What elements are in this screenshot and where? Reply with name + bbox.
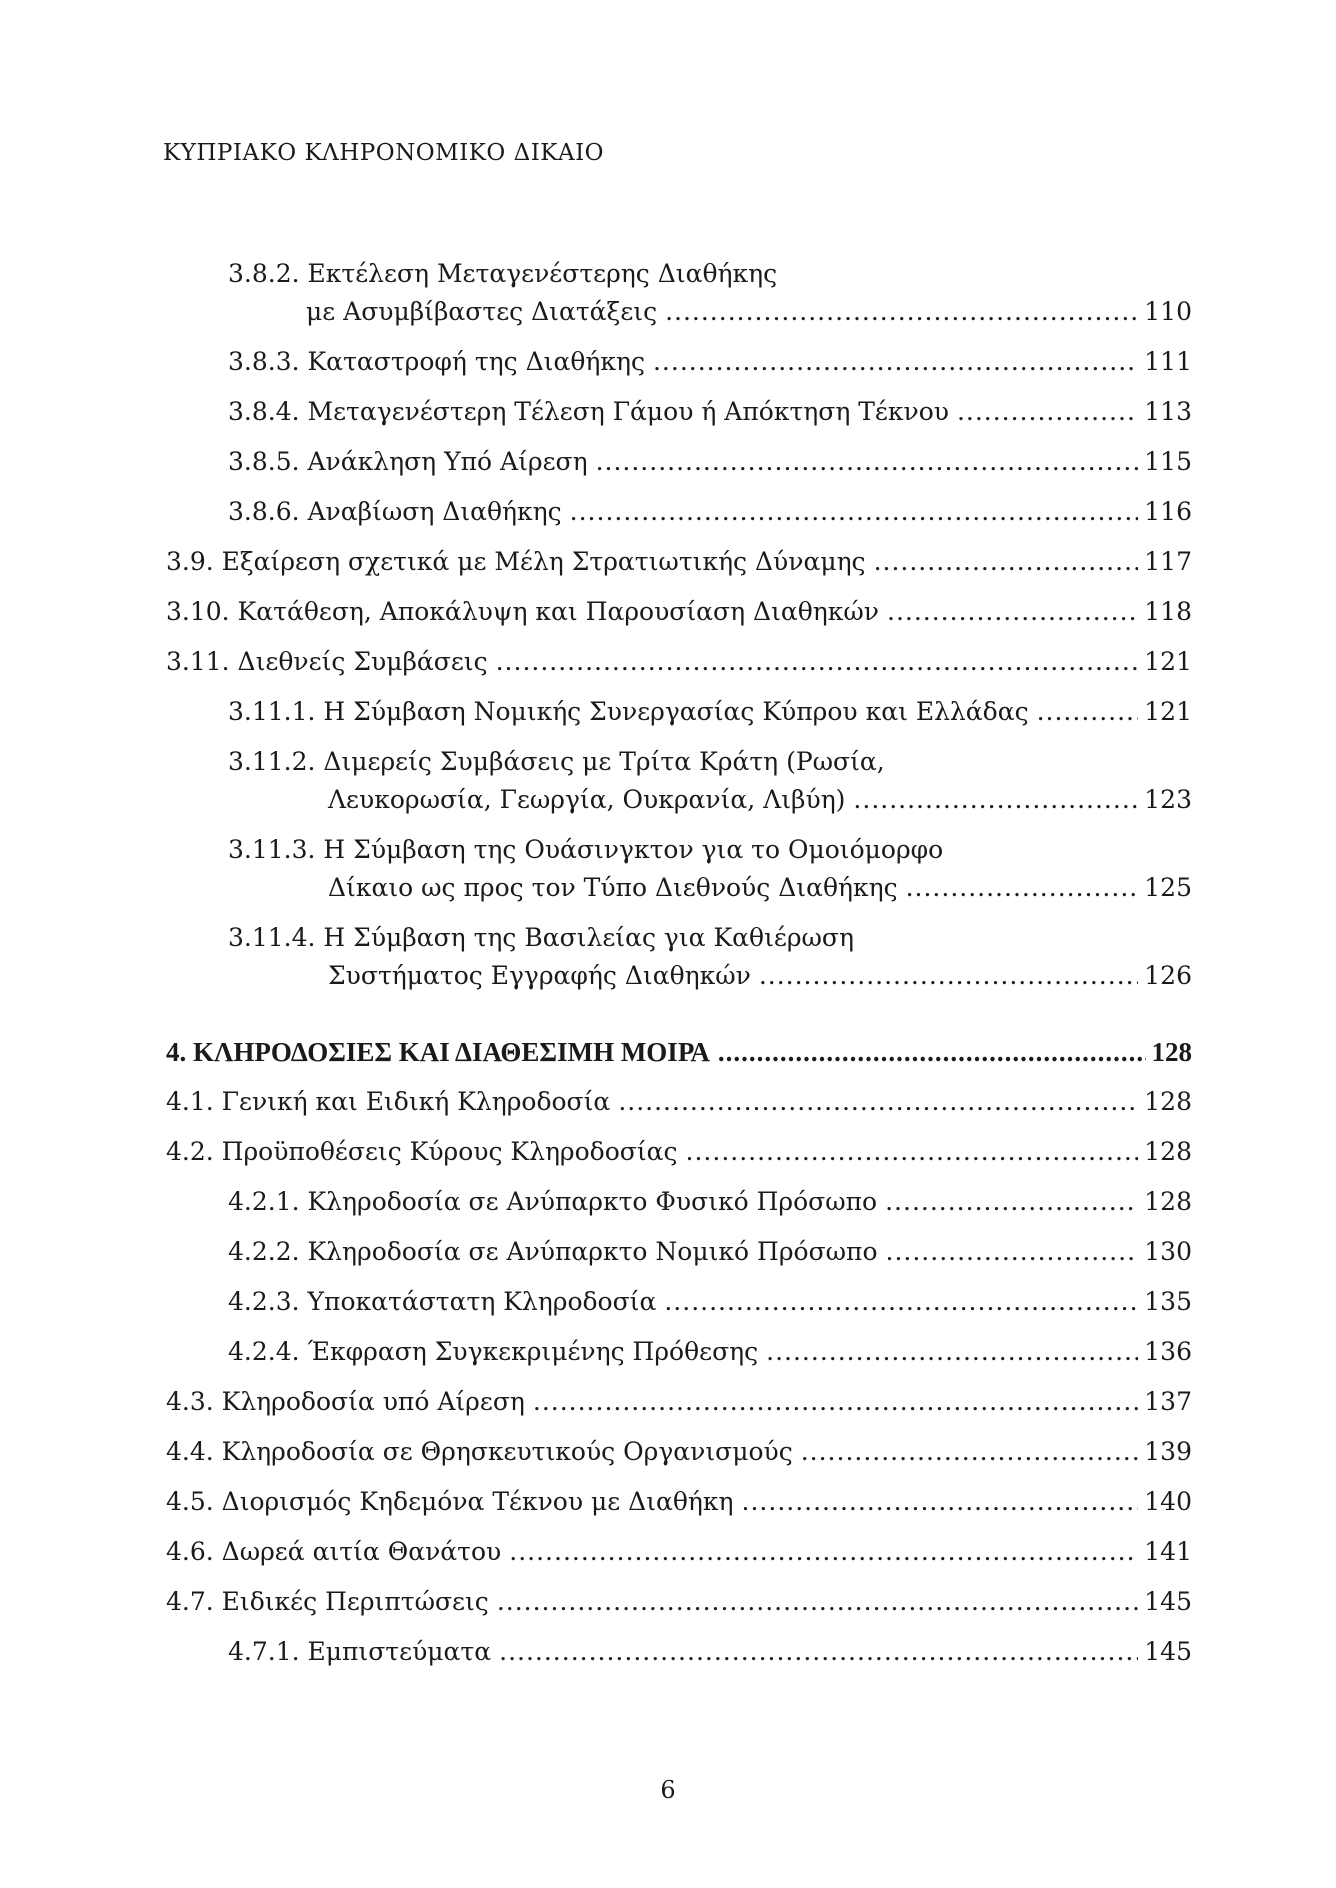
- toc-entry-title-line: 3.10. Κατάθεση, Αποκάλυψη και Παρουσίαση Διαθηκών: [166, 597, 879, 626]
- toc-entry-page-number: 125: [1144, 873, 1192, 902]
- toc-entry-title-line: 3.11.1. Η Σύμβαση Νομικής Συνεργασίας Κύπρου και Ελλάδας: [228, 697, 1029, 726]
- toc-entry[interactable]: [166, 1383, 1192, 1421]
- toc-entry-title-line: 4.1. Γενική και Ειδική Κληροδοσία: [166, 1087, 611, 1116]
- toc-entry-title-line: Λευκορωσία, Γεωργία, Ουκρανία, Λιβύη): [328, 785, 846, 814]
- toc-entry-page-number: 136: [1144, 1337, 1192, 1366]
- dot-leader: [533, 1383, 1138, 1421]
- toc-entry-page-number: 121: [1144, 647, 1192, 676]
- dot-leader: [853, 781, 1138, 819]
- dot-leader: [509, 1533, 1138, 1571]
- toc-entry-title-line: Δίκαιο ως προς τον Τύπο Διεθνούς Διαθήκης: [328, 873, 898, 902]
- toc-entry-page-number: 140: [1144, 1487, 1192, 1516]
- dot-leader: [742, 1483, 1139, 1521]
- toc-entry-title-line: 3.11.2. Διμερείς Συμβάσεις με Τρίτα Κράτη (Ρωσία,: [228, 747, 885, 776]
- toc-entry-title-line: 3.8.2. Εκτέλεση Μεταγενέστερης Διαθήκης: [228, 259, 778, 288]
- toc-entry-page-number: 130: [1144, 1237, 1192, 1266]
- dot-leader: [496, 643, 1139, 681]
- toc-entry-title-line: 3.9. Εξαίρεση σχετικά με Μέλη Στρατιωτικής Δύναμης: [166, 547, 866, 576]
- dot-leader: [885, 1183, 1138, 1221]
- toc-entry-page-number: 115: [1144, 447, 1192, 476]
- toc-entry-title-line: 4.2.3. Υποκατάστατη Κληροδοσία: [228, 1287, 657, 1316]
- toc-entry-page-number: 110: [1144, 297, 1192, 326]
- toc-entry-page-number: 128: [1144, 1137, 1192, 1166]
- toc-entry-title-line: 4.2.2. Κληροδοσία σε Ανύπαρκτο Νομικό Πρόσωπο: [228, 1237, 878, 1266]
- toc-entry-page-number: 141: [1144, 1537, 1192, 1566]
- toc-entry[interactable]: [166, 831, 1192, 907]
- toc-entry-page-number: 128: [1151, 1037, 1192, 1067]
- dot-leader: [887, 593, 1138, 631]
- dot-leader: [664, 1283, 1138, 1321]
- dot-leader: [886, 1233, 1139, 1271]
- table-of-contents: [166, 255, 1192, 1683]
- toc-entry-page-number: 139: [1144, 1437, 1192, 1466]
- toc-entry-title-line: με Ασυμβίβαστες Διατάξεις: [306, 297, 658, 326]
- toc-entry-page-number: 123: [1144, 785, 1192, 814]
- dot-leader: [906, 869, 1139, 907]
- toc-entry[interactable]: [166, 1633, 1192, 1671]
- toc-entry[interactable]: [166, 255, 1192, 331]
- toc-entry-page-number: 137: [1144, 1387, 1192, 1416]
- toc-entry[interactable]: [166, 393, 1192, 431]
- dot-leader: [766, 1333, 1138, 1371]
- toc-entry-title-line: 4.7.1. Εμπιστεύματα: [228, 1637, 492, 1666]
- toc-entry-title-line: 4.5. Διορισμός Κηδεμόνα Τέκνου με Διαθήκη: [166, 1487, 734, 1516]
- toc-entry-page-number: 113: [1144, 397, 1192, 426]
- toc-entry[interactable]: [166, 1283, 1192, 1321]
- toc-entry[interactable]: [166, 1433, 1192, 1471]
- toc-entry-page-number: 118: [1144, 597, 1192, 626]
- dot-leader: [665, 293, 1138, 331]
- toc-entry-title-line: 4.2.1. Κληροδοσία σε Ανύπαρκτο Φυσικό Πρόσωπο: [228, 1187, 878, 1216]
- toc-entry-title-line: 3.11.4. Η Σύμβαση της Βασιλείας για Καθιέρωση: [228, 923, 854, 952]
- dot-leader: [499, 1633, 1138, 1671]
- toc-entry[interactable]: [166, 1583, 1192, 1621]
- toc-entry-title-line: 4.2. Προϋποθέσεις Κύρους Κληροδοσίας: [166, 1137, 678, 1166]
- toc-entry[interactable]: [166, 1083, 1192, 1121]
- dot-leader: [718, 1033, 1146, 1071]
- toc-entry-page-number: 145: [1144, 1587, 1192, 1616]
- dot-leader: [570, 493, 1139, 531]
- toc-entry-title-line: 3.8.6. Αναβίωση Διαθήκης: [228, 497, 562, 526]
- toc-entry-title-line: 4.2.4. Έκφραση Συγκεκριμένης Πρόθεσης: [228, 1337, 759, 1366]
- dot-leader: [497, 1583, 1138, 1621]
- toc-entry-page-number: 126: [1144, 961, 1192, 990]
- toc-entry-title-line: 3.8.5. Ανάκληση Υπό Αίρεση: [228, 447, 588, 476]
- dot-leader: [618, 1083, 1138, 1121]
- toc-chapter-entry[interactable]: [166, 1033, 1192, 1071]
- toc-entry[interactable]: [166, 543, 1192, 581]
- toc-entry-title-line: 3.11.3. Η Σύμβαση της Ουάσινγκτον για το Ομοιόμορφο: [228, 835, 944, 864]
- toc-entry-page-number: 111: [1144, 347, 1192, 376]
- toc-entry-page-number: 121: [1144, 697, 1192, 726]
- toc-entry[interactable]: [166, 1183, 1192, 1221]
- toc-entry[interactable]: [166, 1233, 1192, 1271]
- toc-entry-title-line: 4.4. Κληροδοσία σε Θρησκευτικούς Οργανισμούς: [166, 1437, 793, 1466]
- dot-leader: [1037, 693, 1139, 731]
- toc-entry[interactable]: [166, 1533, 1192, 1571]
- dot-leader: [596, 443, 1139, 481]
- toc-entry-title-line: 4.7. Ειδικές Περιπτώσεις: [166, 1587, 489, 1616]
- toc-entry[interactable]: [166, 493, 1192, 531]
- toc-entry[interactable]: [166, 1483, 1192, 1521]
- toc-entry-title-line: 3.8.4. Μεταγενέστερη Τέλεση Γάμου ή Απόκτηση Τέκνου: [228, 397, 949, 426]
- dot-leader: [759, 957, 1138, 995]
- toc-entry-title-line: Συστήματος Εγγραφής Διαθηκών: [328, 961, 751, 990]
- toc-entry-title-line: 3.11. Διεθνείς Συμβάσεις: [166, 647, 488, 676]
- toc-entry[interactable]: [166, 1333, 1192, 1371]
- toc-entry[interactable]: [166, 693, 1192, 731]
- toc-entry-page-number: 128: [1144, 1087, 1192, 1116]
- toc-entry-title-line: 4. ΚΛΗΡΟΔΟΣΙΕΣ ΚΑΙ ΔΙΑΘΕΣΙΜΗ ΜΟΙΡΑ: [166, 1037, 710, 1067]
- toc-entry[interactable]: [166, 343, 1192, 381]
- running-head: ΚΥΠΡΙΑΚΟ ΚΛΗΡΟΝΟΜΙΚΟ ΔΙΚΑΙΟ: [163, 140, 605, 166]
- dot-leader: [686, 1133, 1139, 1171]
- dot-leader: [801, 1433, 1139, 1471]
- dot-leader: [957, 393, 1138, 431]
- toc-entry[interactable]: [166, 593, 1192, 631]
- toc-entry[interactable]: [166, 919, 1192, 995]
- toc-entry[interactable]: [166, 643, 1192, 681]
- toc-entry-title-line: 4.3. Κληροδοσία υπό Αίρεση: [166, 1387, 525, 1416]
- toc-entry-page-number: 145: [1144, 1637, 1192, 1666]
- toc-entry-page-number: 116: [1144, 497, 1192, 526]
- toc-entry-page-number: 117: [1144, 547, 1192, 576]
- page-number: 6: [660, 1776, 676, 1804]
- toc-entry-page-number: 135: [1144, 1287, 1192, 1316]
- dot-leader: [874, 543, 1139, 581]
- toc-entry[interactable]: [166, 443, 1192, 481]
- toc-entry[interactable]: [166, 743, 1192, 819]
- toc-entry-page-number: 128: [1144, 1187, 1192, 1216]
- toc-entry-title-line: 4.6. Δωρεά αιτία Θανάτου: [166, 1537, 502, 1566]
- toc-entry[interactable]: [166, 1133, 1192, 1171]
- toc-entry-title-line: 3.8.3. Καταστροφή της Διαθήκης: [228, 347, 645, 376]
- dot-leader: [653, 343, 1138, 381]
